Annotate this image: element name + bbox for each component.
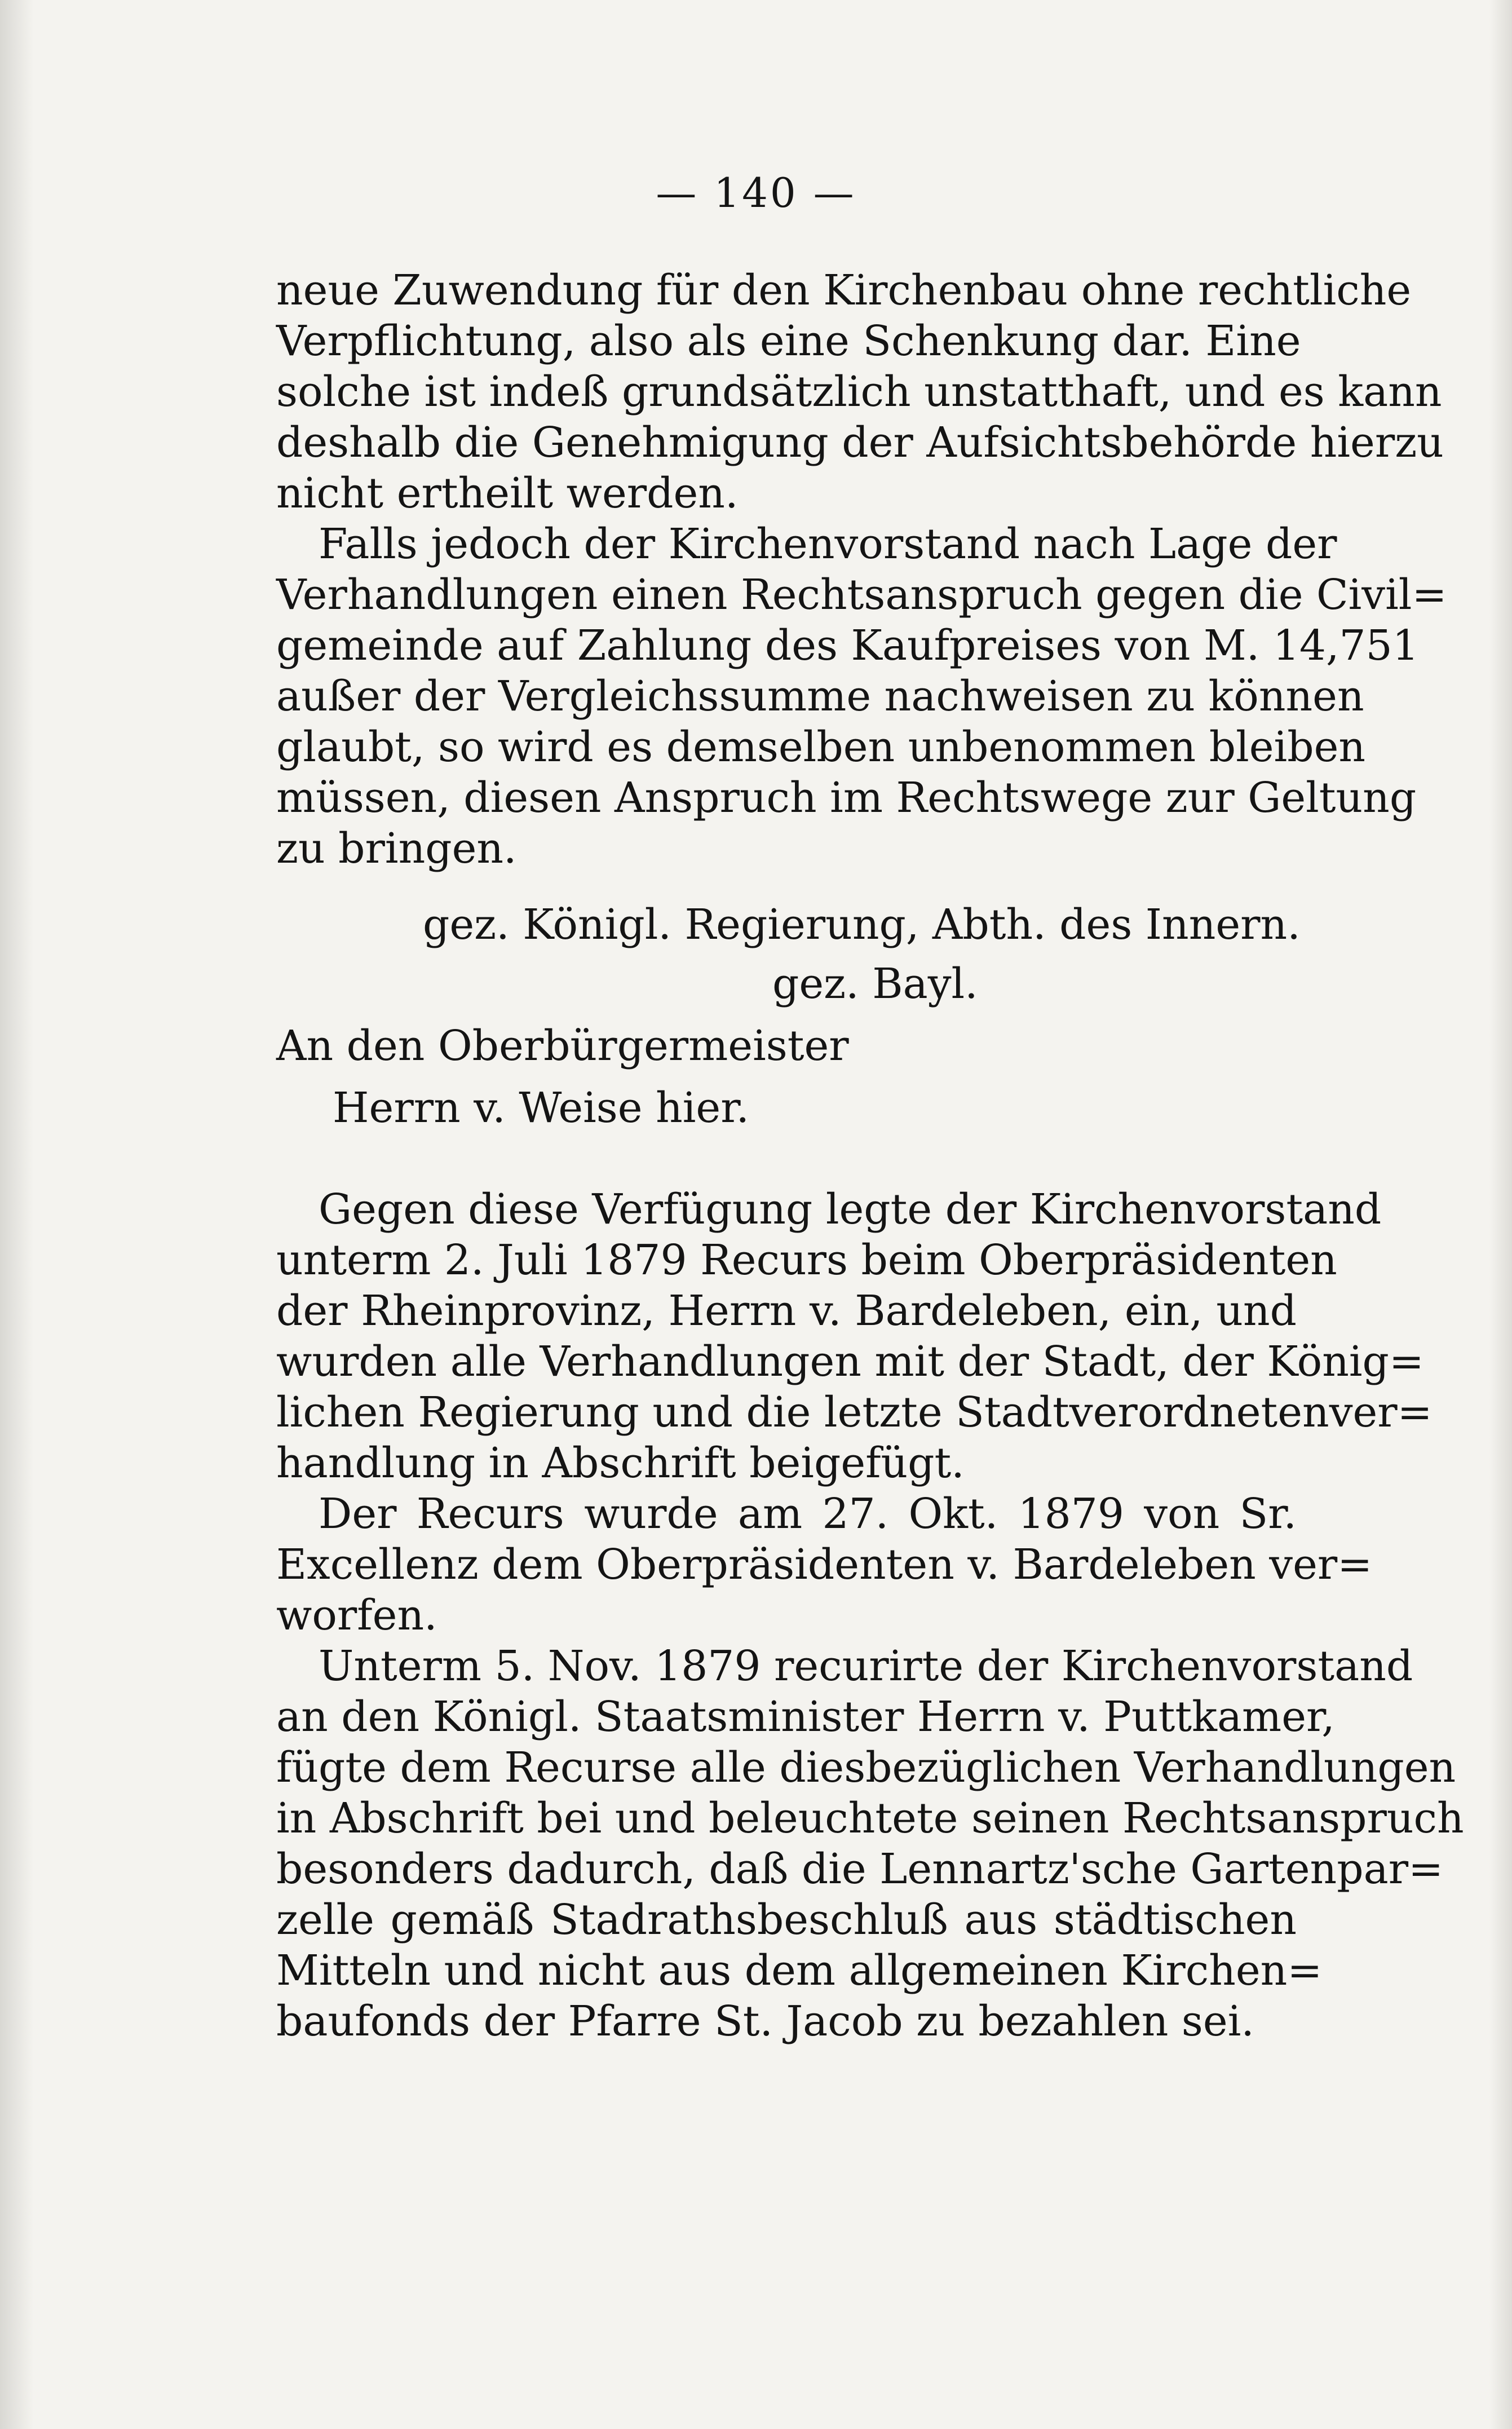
text-line: besonders dadurch, daß die Lennartz'sche Gartenpar= (276, 1845, 1444, 1893)
text-line: nicht ertheilt werden. (276, 469, 739, 518)
text-line: unterm 2. Juli 1879 Recurs beim Oberpräsidenten (276, 1236, 1337, 1284)
text-line: in Abschrift bei und beleuchtete seinen Rechtsanspruch (276, 1794, 1464, 1843)
paragraph-3 (276, 1184, 1433, 1489)
text-line: Der Recurs wurde am 27. Okt. 1879 von Sr. (319, 1490, 1297, 1538)
page-edge-right (1489, 0, 1512, 2429)
address-recipient: An den Oberbürgermeister (276, 1022, 849, 1070)
text-line: fügte dem Recurse alle diesbezüglichen Verhandlungen (276, 1743, 1456, 1792)
address-name: Herrn v. Weise hier. (333, 1084, 749, 1132)
page-edge-left (0, 0, 34, 2429)
paragraph-4 (276, 1489, 1373, 1641)
text-line: Verhandlungen einen Rechtsanspruch gegen die Civil= (276, 571, 1447, 619)
paragraph-2 (276, 519, 1447, 874)
signature-authority: gez. Königl. Regierung, Abth. des Innern. (423, 900, 1301, 949)
text-line: Unterm 5. Nov. 1879 recurirte der Kirchenvorstand (319, 1642, 1413, 1690)
text-line: neue Zuwendung für den Kirchenbau ohne rechtliche (276, 266, 1412, 315)
text-line: zu bringen. (276, 824, 517, 873)
paragraph-1 (276, 265, 1444, 519)
text-line: deshalb die Genehmigung der Aufsichtsbehörde hierzu (276, 418, 1444, 467)
text-line: Gegen diese Verfügung legte der Kirchenvorstand (319, 1185, 1382, 1234)
text-line: außer der Vergleichssumme nachweisen zu können (276, 672, 1364, 721)
text-line: baufonds der Pfarre St. Jacob zu bezahlen sei. (276, 1997, 1254, 2046)
text-line: solche ist indeß grundsätzlich unstatthaft, und es kann (276, 368, 1442, 416)
signature-name: gez. Bayl. (772, 960, 978, 1008)
page-number: — 140 — (656, 169, 856, 217)
text-line: wurden alle Verhandlungen mit der Stadt, der König= (276, 1337, 1424, 1386)
text-line: zelle gemäß Stadrathsbeschluß aus städtischen (276, 1896, 1297, 1944)
paragraph-5 (276, 1641, 1464, 2047)
text-line: handlung in Abschrift beigefügt. (276, 1439, 965, 1487)
text-line: Verpflichtung, also als eine Schenkung dar. Eine (276, 317, 1301, 365)
text-line: an den Königl. Staatsminister Herrn v. Puttkamer, (276, 1693, 1335, 1741)
text-line: Falls jedoch der Kirchenvorstand nach Lage der (319, 520, 1337, 568)
text-line: Mitteln und nicht aus dem allgemeinen Kirchen= (276, 1946, 1323, 1995)
text-line: müssen, diesen Anspruch im Rechtswege zur Geltung (276, 774, 1417, 822)
text-line: glaubt, so wird es demselben unbenommen bleiben (276, 723, 1366, 771)
text-line: gemeinde auf Zahlung des Kaufpreises von M. 14,751 (276, 621, 1419, 670)
text-line: worfen. (276, 1591, 437, 1640)
text-line: Excellenz dem Oberpräsidenten v. Bardeleben ver= (276, 1540, 1373, 1589)
text-line: lichen Regierung und die letzte Stadtverordnetenver= (276, 1388, 1433, 1437)
text-line: der Rheinprovinz, Herrn v. Bardeleben, ein, und (276, 1287, 1297, 1335)
